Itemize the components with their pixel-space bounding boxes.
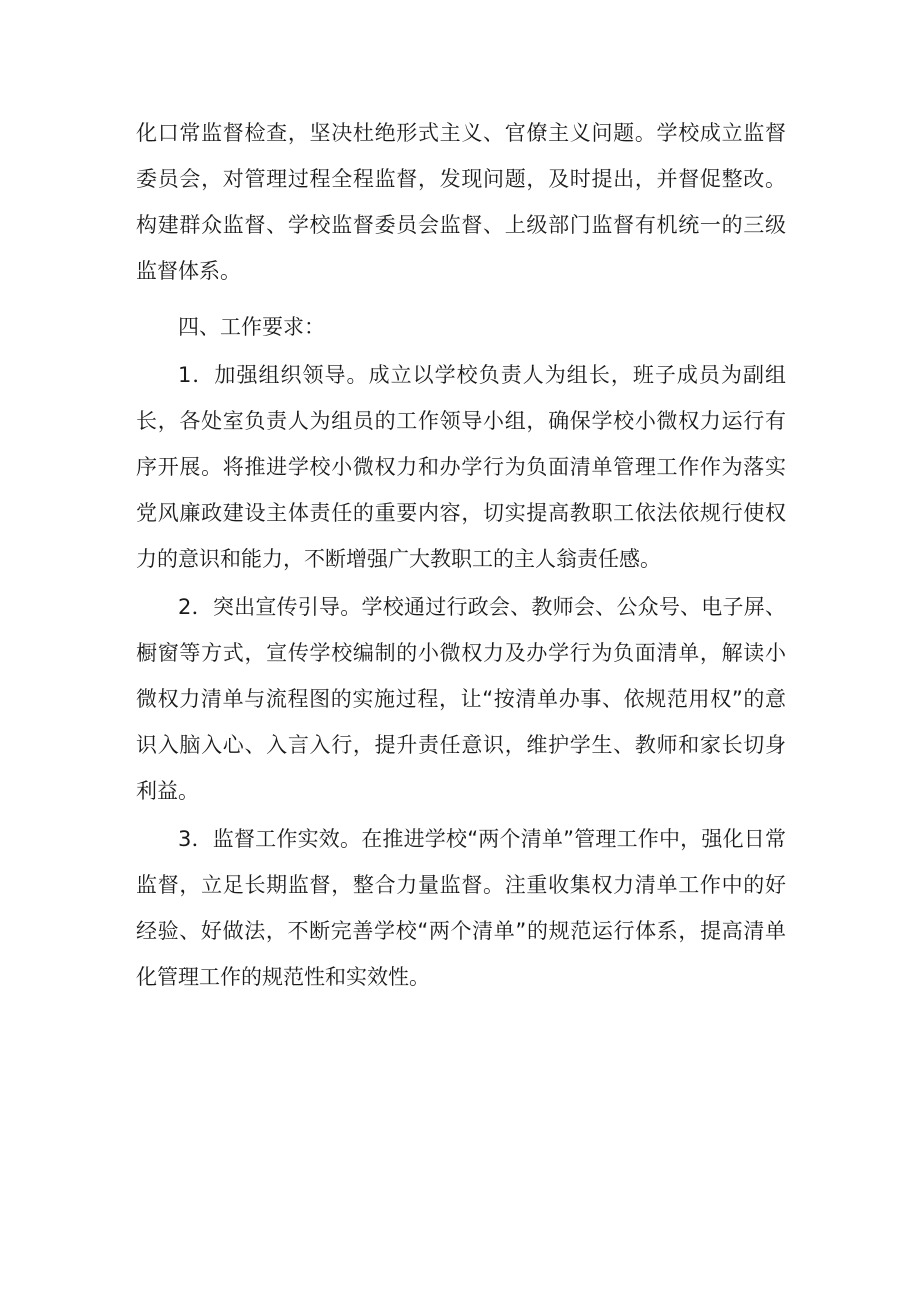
item-number: 1 <box>178 363 192 387</box>
item-number: 2 <box>178 595 192 619</box>
item-text: ．加强组织领导。成立以学校负责人为组长，班子成员为副组长，各处室负责人为组员的工作领导小组，确保学校小微权力运行有序开展。将推进学校小微权力和办学行为负面清单管理工作作为落实党风廉政建设主体责任的重要内容，切实提高教职工依法依规行使权力的意识和能力，不断增强广大教职工的主人翁责任感。 <box>136 363 786 571</box>
requirement-item-2 <box>136 584 786 814</box>
item-number: 3 <box>178 827 192 851</box>
requirement-item-1 <box>136 352 786 582</box>
requirement-item-3 <box>136 816 786 1000</box>
item-text: ．突出宣传引导。学校通过行政会、教师会、公众号、电子屏、橱窗等方式，宣传学校编制的小微权力及办学行为负面清单，解读小微权力清单与流程图的实施过程，让“按清单办事、依规范用权”的意识入脑入心、入言入行，提升责任意识，维护学生、教师和家长切身利益。 <box>136 595 786 803</box>
section-heading: 四、工作要求： <box>178 315 325 339</box>
item-text: ．监督工作实效。在推进学校“两个清单”管理工作中，强化日常监督，立足长期监督，整合力量监督。注重收集权力清单工作中的好经验、好做法，不断完善学校“两个清单”的规范运行体系，提高清单化管理工作的规范性和实效性。 <box>136 827 786 989</box>
continuation-paragraph: 化口常监督检查，坚决杜绝形式主义、官僚主义问题。学校成立监督委员会，对管理过程全程监督，发现问题，及时提出，并督促整改。构建群众监督、学校监督委员会监督、上级部门监督有机统一的三级监督体系。 <box>136 121 786 283</box>
document-body <box>136 110 786 1002</box>
